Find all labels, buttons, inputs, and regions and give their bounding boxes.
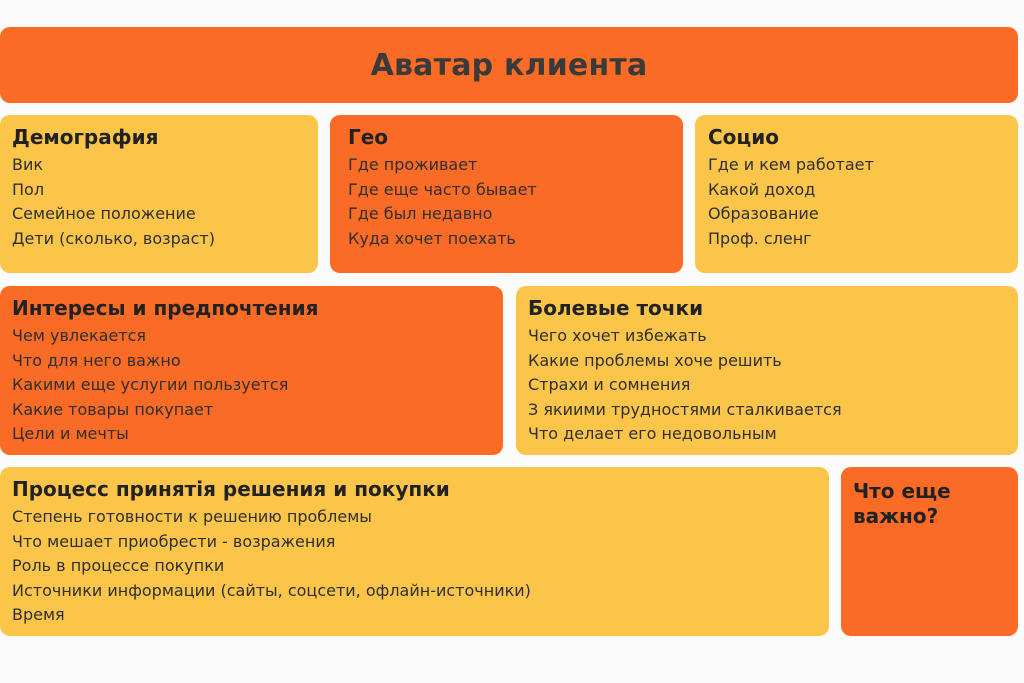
list-item: Какими еще услугии пользуется xyxy=(12,375,289,394)
decision-process-card xyxy=(0,467,829,636)
list-item: Где и кем работает xyxy=(708,155,874,174)
list-item: Степень готовности к решению проблемы xyxy=(12,507,372,526)
list-item: Источники информации (сайты, соцсети, офлайн-источники) xyxy=(12,580,531,600)
list-item: Где еще часто бывает xyxy=(348,179,537,199)
demographics-card xyxy=(0,115,318,273)
other-important-card xyxy=(841,467,1018,636)
list-item: Что мешает приобрести - возражения xyxy=(12,531,336,551)
list-item: Вик xyxy=(12,155,44,174)
list-item: З якиими трудностями сталкивается xyxy=(528,399,842,419)
list-item: Цели и мечты xyxy=(12,424,129,443)
interests-card xyxy=(0,286,503,455)
page-title: Аватар клиента xyxy=(370,47,648,83)
decision-process-list xyxy=(12,505,817,628)
list-item: Какие проблемы хоче решить xyxy=(528,350,782,370)
list-item: Роль в процессе покупки xyxy=(12,556,225,575)
pain-points-list xyxy=(528,324,1006,447)
list-item: Страхи и сомнения xyxy=(528,375,691,394)
list-item: Пол xyxy=(12,179,45,199)
list-item: Где проживает xyxy=(348,155,478,174)
list-item: Дети (сколько, возраст) xyxy=(12,228,215,248)
list-item: Какой доход xyxy=(708,179,816,199)
demographics-heading: Демография xyxy=(12,125,159,149)
list-item: Что для него важно xyxy=(12,350,181,370)
list-item: Куда хочет поехать xyxy=(348,228,516,248)
pain-points-heading: Болевые точки xyxy=(528,296,704,320)
geo-list xyxy=(348,153,671,251)
list-item: Что делает его недовольным xyxy=(528,424,777,443)
socio-heading: Социо xyxy=(708,125,779,149)
demographics-list xyxy=(12,153,306,251)
list-item: Образование xyxy=(708,204,819,223)
interests-heading: Интересы и предпочтения xyxy=(12,296,319,320)
list-item: Чем увлекается xyxy=(12,326,146,345)
list-item: Семейное положение xyxy=(12,204,196,223)
socio-card xyxy=(695,115,1018,273)
geo-card xyxy=(330,115,683,273)
interests-list xyxy=(12,324,491,447)
other-important-heading: Что еще важно? xyxy=(853,479,951,528)
geo-heading: Гео xyxy=(348,125,389,149)
list-item: Чего хочет избежать xyxy=(528,326,707,345)
list-item: Какие товары покупает xyxy=(12,399,214,419)
list-item: Проф. сленг xyxy=(708,228,812,248)
decision-process-heading: Процесс принятія решения и покупки xyxy=(12,477,450,501)
list-item: Время xyxy=(12,605,65,624)
title-banner xyxy=(0,27,1018,103)
socio-list xyxy=(708,153,1006,251)
list-item: Где был недавно xyxy=(348,204,493,223)
pain-points-card xyxy=(516,286,1018,455)
